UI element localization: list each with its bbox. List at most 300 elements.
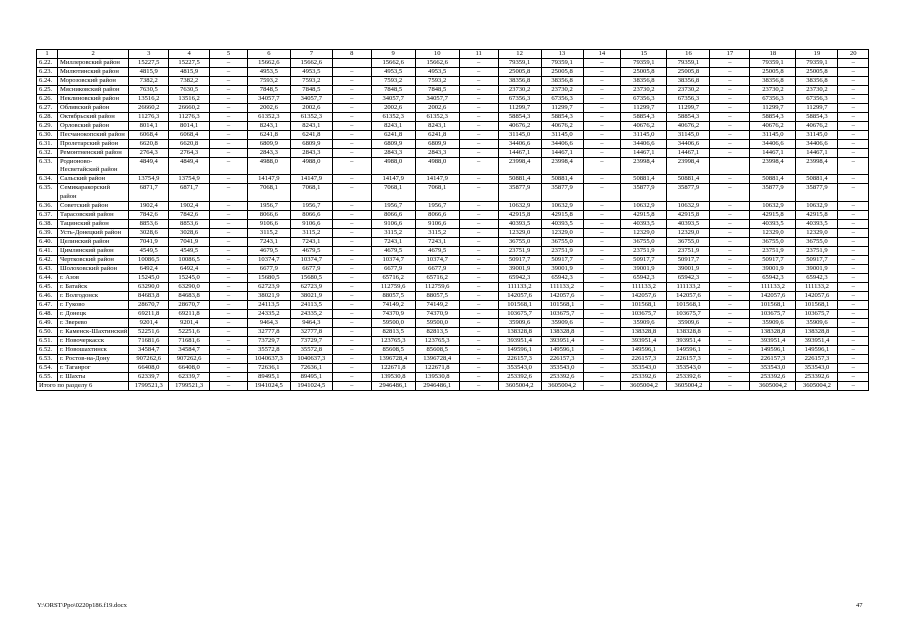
value-cell: 9201,4 xyxy=(169,318,210,327)
value-cell: 393951,4 xyxy=(667,337,710,346)
value-cell: – xyxy=(710,309,750,318)
column-number-header: 3 xyxy=(129,50,169,59)
value-cell: 71681,6 xyxy=(169,337,210,346)
row-number-cell: 6.31. xyxy=(37,140,58,149)
value-cell: 15245,0 xyxy=(129,273,169,282)
value-cell: – xyxy=(210,68,248,77)
value-cell: – xyxy=(583,95,621,104)
value-cell: – xyxy=(332,373,371,382)
value-cell: – xyxy=(210,246,248,255)
value-cell: 15227,5 xyxy=(169,59,210,68)
value-cell: 23751,9 xyxy=(796,246,838,255)
value-cell: 4549,5 xyxy=(129,246,169,255)
value-cell: 353543,0 xyxy=(498,364,541,373)
row-number-cell: 6.54. xyxy=(37,364,58,373)
value-cell: 39001,9 xyxy=(796,264,838,273)
value-cell: 149596,1 xyxy=(796,346,838,355)
column-number-header: 16 xyxy=(667,50,710,59)
value-cell: 1396728,4 xyxy=(415,355,459,364)
row-number-cell: 6.39. xyxy=(37,228,58,237)
table-row xyxy=(37,219,869,228)
value-cell: – xyxy=(332,318,371,327)
value-cell: 73729,7 xyxy=(290,337,332,346)
value-cell: 40676,2 xyxy=(796,122,838,131)
value-cell: 79359,1 xyxy=(667,59,710,68)
value-cell: – xyxy=(210,210,248,219)
row-number-cell: 6.38. xyxy=(37,219,58,228)
value-cell: – xyxy=(332,291,371,300)
value-cell: 14467,1 xyxy=(796,149,838,158)
value-cell: 6809,9 xyxy=(371,140,415,149)
value-cell: 72636,1 xyxy=(247,364,290,373)
value-cell: – xyxy=(710,346,750,355)
total-value-cell: 1799521,3 xyxy=(129,382,169,391)
value-cell: 149596,1 xyxy=(498,346,541,355)
value-cell: 3115,2 xyxy=(247,228,290,237)
data-table xyxy=(36,49,869,391)
value-cell: 4549,5 xyxy=(169,246,210,255)
value-cell: 34406,6 xyxy=(541,140,583,149)
value-cell: – xyxy=(583,219,621,228)
total-value-cell: 3605004,2 xyxy=(750,382,796,391)
value-cell: – xyxy=(459,327,498,336)
value-cell: 9464,3 xyxy=(247,318,290,327)
value-cell: 40393,5 xyxy=(541,219,583,228)
value-cell: 101568,1 xyxy=(667,300,710,309)
value-cell: 7593,2 xyxy=(371,77,415,86)
value-cell: 6871,7 xyxy=(169,184,210,201)
value-cell: 4679,5 xyxy=(415,246,459,255)
value-cell: 50881,4 xyxy=(796,175,838,184)
value-cell: – xyxy=(459,273,498,282)
value-cell: 14467,1 xyxy=(541,149,583,158)
value-cell: 42915,8 xyxy=(667,210,710,219)
value-cell: 353543,0 xyxy=(796,364,838,373)
value-cell: 23751,9 xyxy=(621,246,667,255)
value-cell: – xyxy=(332,309,371,318)
value-cell: 139530,8 xyxy=(371,373,415,382)
value-cell: – xyxy=(583,77,621,86)
value-cell: 10374,7 xyxy=(290,255,332,264)
value-cell: – xyxy=(838,327,869,336)
value-cell: 58854,3 xyxy=(667,113,710,122)
value-cell: – xyxy=(332,300,371,309)
row-number-cell: 6.25. xyxy=(37,86,58,95)
value-cell: 2002,6 xyxy=(371,104,415,113)
value-cell: – xyxy=(838,364,869,373)
value-cell: 122671,8 xyxy=(415,364,459,373)
value-cell: – xyxy=(210,291,248,300)
value-cell: – xyxy=(838,337,869,346)
value-cell: 6241,8 xyxy=(247,131,290,140)
total-value-cell: 3605004,2 xyxy=(621,382,667,391)
value-cell: 10374,7 xyxy=(247,255,290,264)
value-cell: – xyxy=(332,337,371,346)
value-cell: 138328,8 xyxy=(541,327,583,336)
value-cell: 65716,2 xyxy=(371,273,415,282)
value-cell: – xyxy=(459,237,498,246)
value-cell: – xyxy=(459,77,498,86)
value-cell: 39001,9 xyxy=(541,264,583,273)
value-cell: – xyxy=(583,201,621,210)
value-cell: – xyxy=(459,149,498,158)
value-cell: – xyxy=(332,219,371,228)
value-cell: 38021,9 xyxy=(290,291,332,300)
column-number-header: 10 xyxy=(415,50,459,59)
total-value-cell: 1941024,5 xyxy=(247,382,290,391)
value-cell: 50881,4 xyxy=(750,175,796,184)
value-cell: 12329,0 xyxy=(796,228,838,237)
table-row xyxy=(37,282,869,291)
table-row xyxy=(37,327,869,336)
value-cell: – xyxy=(210,131,248,140)
value-cell: 3028,6 xyxy=(169,228,210,237)
value-cell: – xyxy=(710,373,750,382)
territory-name-cell: Пролетарский район xyxy=(57,140,128,149)
value-cell: 226157,3 xyxy=(541,355,583,364)
footer-page-number: 47 xyxy=(856,602,863,609)
value-cell: – xyxy=(332,327,371,336)
value-cell: – xyxy=(459,68,498,77)
value-cell: 8066,6 xyxy=(415,210,459,219)
value-cell: 12329,0 xyxy=(498,228,541,237)
value-cell: 50881,4 xyxy=(498,175,541,184)
value-cell: 31145,0 xyxy=(621,131,667,140)
value-cell: – xyxy=(210,175,248,184)
value-cell: 353543,0 xyxy=(750,364,796,373)
territory-name-cell: г. Ростов-на-Дону xyxy=(57,355,128,364)
value-cell: 1956,7 xyxy=(290,201,332,210)
value-cell: 50881,4 xyxy=(621,175,667,184)
row-number-cell: 6.29. xyxy=(37,122,58,131)
table-total-row xyxy=(37,382,869,391)
value-cell: 7848,5 xyxy=(415,86,459,95)
territory-name-cell: г. Каменск-Шахтинский xyxy=(57,327,128,336)
value-cell: 38356,8 xyxy=(796,77,838,86)
value-cell: 50881,4 xyxy=(541,175,583,184)
table-row xyxy=(37,364,869,373)
value-cell: – xyxy=(459,291,498,300)
value-cell: – xyxy=(332,77,371,86)
value-cell: – xyxy=(210,184,248,201)
value-cell: 8066,6 xyxy=(371,210,415,219)
value-cell: 36755,0 xyxy=(621,237,667,246)
value-cell: 42915,8 xyxy=(796,210,838,219)
table-row xyxy=(37,337,869,346)
territory-name-cell: Цимлянский район xyxy=(57,246,128,255)
value-cell: 24113,5 xyxy=(247,300,290,309)
value-cell: – xyxy=(583,364,621,373)
table-row xyxy=(37,309,869,318)
value-cell: – xyxy=(459,282,498,291)
value-cell: 103675,7 xyxy=(621,309,667,318)
value-cell: 23730,2 xyxy=(621,86,667,95)
territory-name-cell: Морозовский район xyxy=(57,77,128,86)
value-cell: 28670,7 xyxy=(169,300,210,309)
value-cell: – xyxy=(332,95,371,104)
value-cell: 8243,1 xyxy=(371,122,415,131)
value-cell: – xyxy=(710,282,750,291)
column-number-header: 7 xyxy=(290,50,332,59)
value-cell: – xyxy=(583,246,621,255)
value-cell: 10374,7 xyxy=(415,255,459,264)
row-number-cell: 6.23. xyxy=(37,68,58,77)
value-cell: 1956,7 xyxy=(247,201,290,210)
value-cell: – xyxy=(710,95,750,104)
value-cell: – xyxy=(210,77,248,86)
value-cell: 6068,4 xyxy=(129,131,169,140)
value-cell: 10632,9 xyxy=(750,201,796,210)
value-cell: – xyxy=(583,373,621,382)
value-cell: 6809,9 xyxy=(247,140,290,149)
value-cell: 10632,9 xyxy=(796,201,838,210)
value-cell: 9464,3 xyxy=(290,318,332,327)
value-cell: 88057,5 xyxy=(415,291,459,300)
value-cell: 59500,0 xyxy=(415,318,459,327)
value-cell: 2843,3 xyxy=(247,149,290,158)
value-cell: 6241,8 xyxy=(415,131,459,140)
value-cell: 25005,8 xyxy=(796,68,838,77)
value-cell: 142057,6 xyxy=(621,291,667,300)
value-cell: 142057,6 xyxy=(498,291,541,300)
value-cell: 2843,3 xyxy=(290,149,332,158)
total-label-cell: Итого по разделу 6 xyxy=(37,382,129,391)
value-cell: 40393,5 xyxy=(498,219,541,228)
value-cell: 59500,0 xyxy=(371,318,415,327)
value-cell: 32777,8 xyxy=(290,327,332,336)
value-cell: 15680,5 xyxy=(247,273,290,282)
value-cell: 4815,9 xyxy=(129,68,169,77)
value-cell: 40676,2 xyxy=(498,122,541,131)
value-cell: – xyxy=(583,210,621,219)
value-cell: – xyxy=(332,346,371,355)
value-cell: – xyxy=(332,364,371,373)
value-cell: 67356,3 xyxy=(621,95,667,104)
row-number-cell: 6.53. xyxy=(37,355,58,364)
value-cell: 7068,1 xyxy=(247,184,290,201)
value-cell: – xyxy=(459,264,498,273)
value-cell: – xyxy=(332,149,371,158)
value-cell: 31145,0 xyxy=(750,131,796,140)
territory-name-cell: г. Новочеркасск xyxy=(57,337,128,346)
value-cell: 34584,7 xyxy=(129,346,169,355)
value-cell: – xyxy=(459,373,498,382)
value-cell: – xyxy=(210,158,248,175)
table-row xyxy=(37,318,869,327)
value-cell: 61352,3 xyxy=(247,113,290,122)
value-cell: 101568,1 xyxy=(621,300,667,309)
value-cell: 10632,9 xyxy=(498,201,541,210)
value-cell: – xyxy=(710,273,750,282)
value-cell: – xyxy=(710,68,750,77)
value-cell: 31145,0 xyxy=(667,131,710,140)
table-row xyxy=(37,104,869,113)
value-cell: – xyxy=(210,327,248,336)
value-cell: 23751,9 xyxy=(498,246,541,255)
value-cell: – xyxy=(583,68,621,77)
value-cell: 7630,5 xyxy=(129,86,169,95)
value-cell: 23730,2 xyxy=(750,86,796,95)
value-cell: 142057,6 xyxy=(667,291,710,300)
row-number-cell: 6.55. xyxy=(37,373,58,382)
value-cell: 42915,8 xyxy=(750,210,796,219)
row-number-cell: 6.40. xyxy=(37,237,58,246)
table-row xyxy=(37,184,869,201)
value-cell: – xyxy=(838,184,869,201)
value-cell: 6677,9 xyxy=(247,264,290,273)
row-number-cell: 6.52. xyxy=(37,346,58,355)
value-cell: 10632,9 xyxy=(621,201,667,210)
value-cell: – xyxy=(710,219,750,228)
value-cell: – xyxy=(210,300,248,309)
value-cell: 1902,4 xyxy=(169,201,210,210)
value-cell: – xyxy=(210,255,248,264)
value-cell: 7041,9 xyxy=(129,237,169,246)
value-cell: – xyxy=(332,122,371,131)
value-cell: 36755,0 xyxy=(541,237,583,246)
value-cell: – xyxy=(210,237,248,246)
value-cell: 253392,6 xyxy=(621,373,667,382)
value-cell: 4988,0 xyxy=(290,158,332,175)
value-cell: 26660,2 xyxy=(169,104,210,113)
value-cell: – xyxy=(332,131,371,140)
value-cell: 6677,9 xyxy=(415,264,459,273)
value-cell: 50917,7 xyxy=(498,255,541,264)
value-cell: 11299,7 xyxy=(498,104,541,113)
value-cell: 82813,5 xyxy=(371,327,415,336)
value-cell: 14147,9 xyxy=(371,175,415,184)
row-number-cell: 6.46. xyxy=(37,291,58,300)
value-cell: 50881,4 xyxy=(667,175,710,184)
row-number-cell: 6.44. xyxy=(37,273,58,282)
value-cell: 1956,7 xyxy=(371,201,415,210)
value-cell: 8243,1 xyxy=(290,122,332,131)
value-cell: – xyxy=(332,273,371,282)
value-cell: 12329,0 xyxy=(750,228,796,237)
value-cell: – xyxy=(210,86,248,95)
value-cell: 6809,9 xyxy=(290,140,332,149)
value-cell: – xyxy=(583,86,621,95)
value-cell: 14147,9 xyxy=(415,175,459,184)
value-cell: 138328,8 xyxy=(796,327,838,336)
territory-name-cell: Милютинский район xyxy=(57,68,128,77)
value-cell: 138328,8 xyxy=(621,327,667,336)
row-number-cell: 6.49. xyxy=(37,318,58,327)
value-cell: 7382,2 xyxy=(169,77,210,86)
value-cell: – xyxy=(210,113,248,122)
value-cell: 23730,2 xyxy=(498,86,541,95)
value-cell: 14147,9 xyxy=(290,175,332,184)
value-cell: 23998,4 xyxy=(796,158,838,175)
value-cell: 39001,9 xyxy=(621,264,667,273)
value-cell: 34406,6 xyxy=(621,140,667,149)
value-cell: 353543,0 xyxy=(621,364,667,373)
value-cell: – xyxy=(710,327,750,336)
value-cell: 6677,9 xyxy=(290,264,332,273)
value-cell: 9106,6 xyxy=(247,219,290,228)
value-cell: – xyxy=(710,210,750,219)
value-cell: 35877,9 xyxy=(750,184,796,201)
territory-name-cell: Сальский район xyxy=(57,175,128,184)
value-cell: 1902,4 xyxy=(129,201,169,210)
value-cell: 8014,1 xyxy=(169,122,210,131)
value-cell: – xyxy=(838,282,869,291)
value-cell: – xyxy=(710,255,750,264)
value-cell: 66408,0 xyxy=(129,364,169,373)
value-cell: 8243,1 xyxy=(247,122,290,131)
value-cell: 7243,1 xyxy=(415,237,459,246)
table-row xyxy=(37,158,869,175)
value-cell: 50917,7 xyxy=(541,255,583,264)
value-cell: 10086,5 xyxy=(169,255,210,264)
value-cell: 7068,1 xyxy=(371,184,415,201)
value-cell: 4953,5 xyxy=(247,68,290,77)
value-cell: – xyxy=(332,237,371,246)
table-row xyxy=(37,355,869,364)
value-cell: 38356,8 xyxy=(498,77,541,86)
value-cell: 79359,1 xyxy=(621,59,667,68)
value-cell: 353543,0 xyxy=(541,364,583,373)
value-cell: – xyxy=(332,86,371,95)
value-cell: – xyxy=(459,318,498,327)
territory-name-cell: Советский район xyxy=(57,201,128,210)
territory-name-cell: г. Зверево xyxy=(57,318,128,327)
value-cell: – xyxy=(583,104,621,113)
value-cell: – xyxy=(459,346,498,355)
value-cell: 31145,0 xyxy=(796,131,838,140)
value-cell: 23998,4 xyxy=(667,158,710,175)
value-cell: 34057,7 xyxy=(415,95,459,104)
value-cell: 393951,4 xyxy=(621,337,667,346)
value-cell: – xyxy=(210,219,248,228)
value-cell: 7630,5 xyxy=(169,86,210,95)
value-cell: 353543,0 xyxy=(667,364,710,373)
row-number-cell: 6.22. xyxy=(37,59,58,68)
value-cell: 8014,1 xyxy=(129,122,169,131)
value-cell: – xyxy=(459,246,498,255)
value-cell: 6677,9 xyxy=(371,264,415,273)
value-cell: 35877,9 xyxy=(541,184,583,201)
value-cell: 32777,8 xyxy=(247,327,290,336)
value-cell: 3115,2 xyxy=(290,228,332,237)
value-cell: 7243,1 xyxy=(371,237,415,246)
value-cell: – xyxy=(210,273,248,282)
value-cell: 4988,0 xyxy=(415,158,459,175)
value-cell: 62723,9 xyxy=(247,282,290,291)
value-cell: 14467,1 xyxy=(621,149,667,158)
value-cell: 14467,1 xyxy=(498,149,541,158)
value-cell: 101568,1 xyxy=(796,300,838,309)
row-number-cell: 6.26. xyxy=(37,95,58,104)
column-number-header: 13 xyxy=(541,50,583,59)
value-cell: – xyxy=(838,246,869,255)
value-cell: – xyxy=(583,337,621,346)
value-cell: 35909,6 xyxy=(750,318,796,327)
value-cell: 25005,8 xyxy=(498,68,541,77)
value-cell: – xyxy=(210,201,248,210)
value-cell: 79359,1 xyxy=(541,59,583,68)
value-cell: – xyxy=(583,149,621,158)
value-cell: 67356,3 xyxy=(498,95,541,104)
value-cell: – xyxy=(583,346,621,355)
value-cell: – xyxy=(583,255,621,264)
value-cell: 40676,2 xyxy=(621,122,667,131)
territory-name-cell: г. Новошахтинск xyxy=(57,346,128,355)
value-cell: 42915,8 xyxy=(498,210,541,219)
value-cell: 10632,9 xyxy=(541,201,583,210)
row-number-cell: 6.42. xyxy=(37,255,58,264)
value-cell: 34406,6 xyxy=(750,140,796,149)
